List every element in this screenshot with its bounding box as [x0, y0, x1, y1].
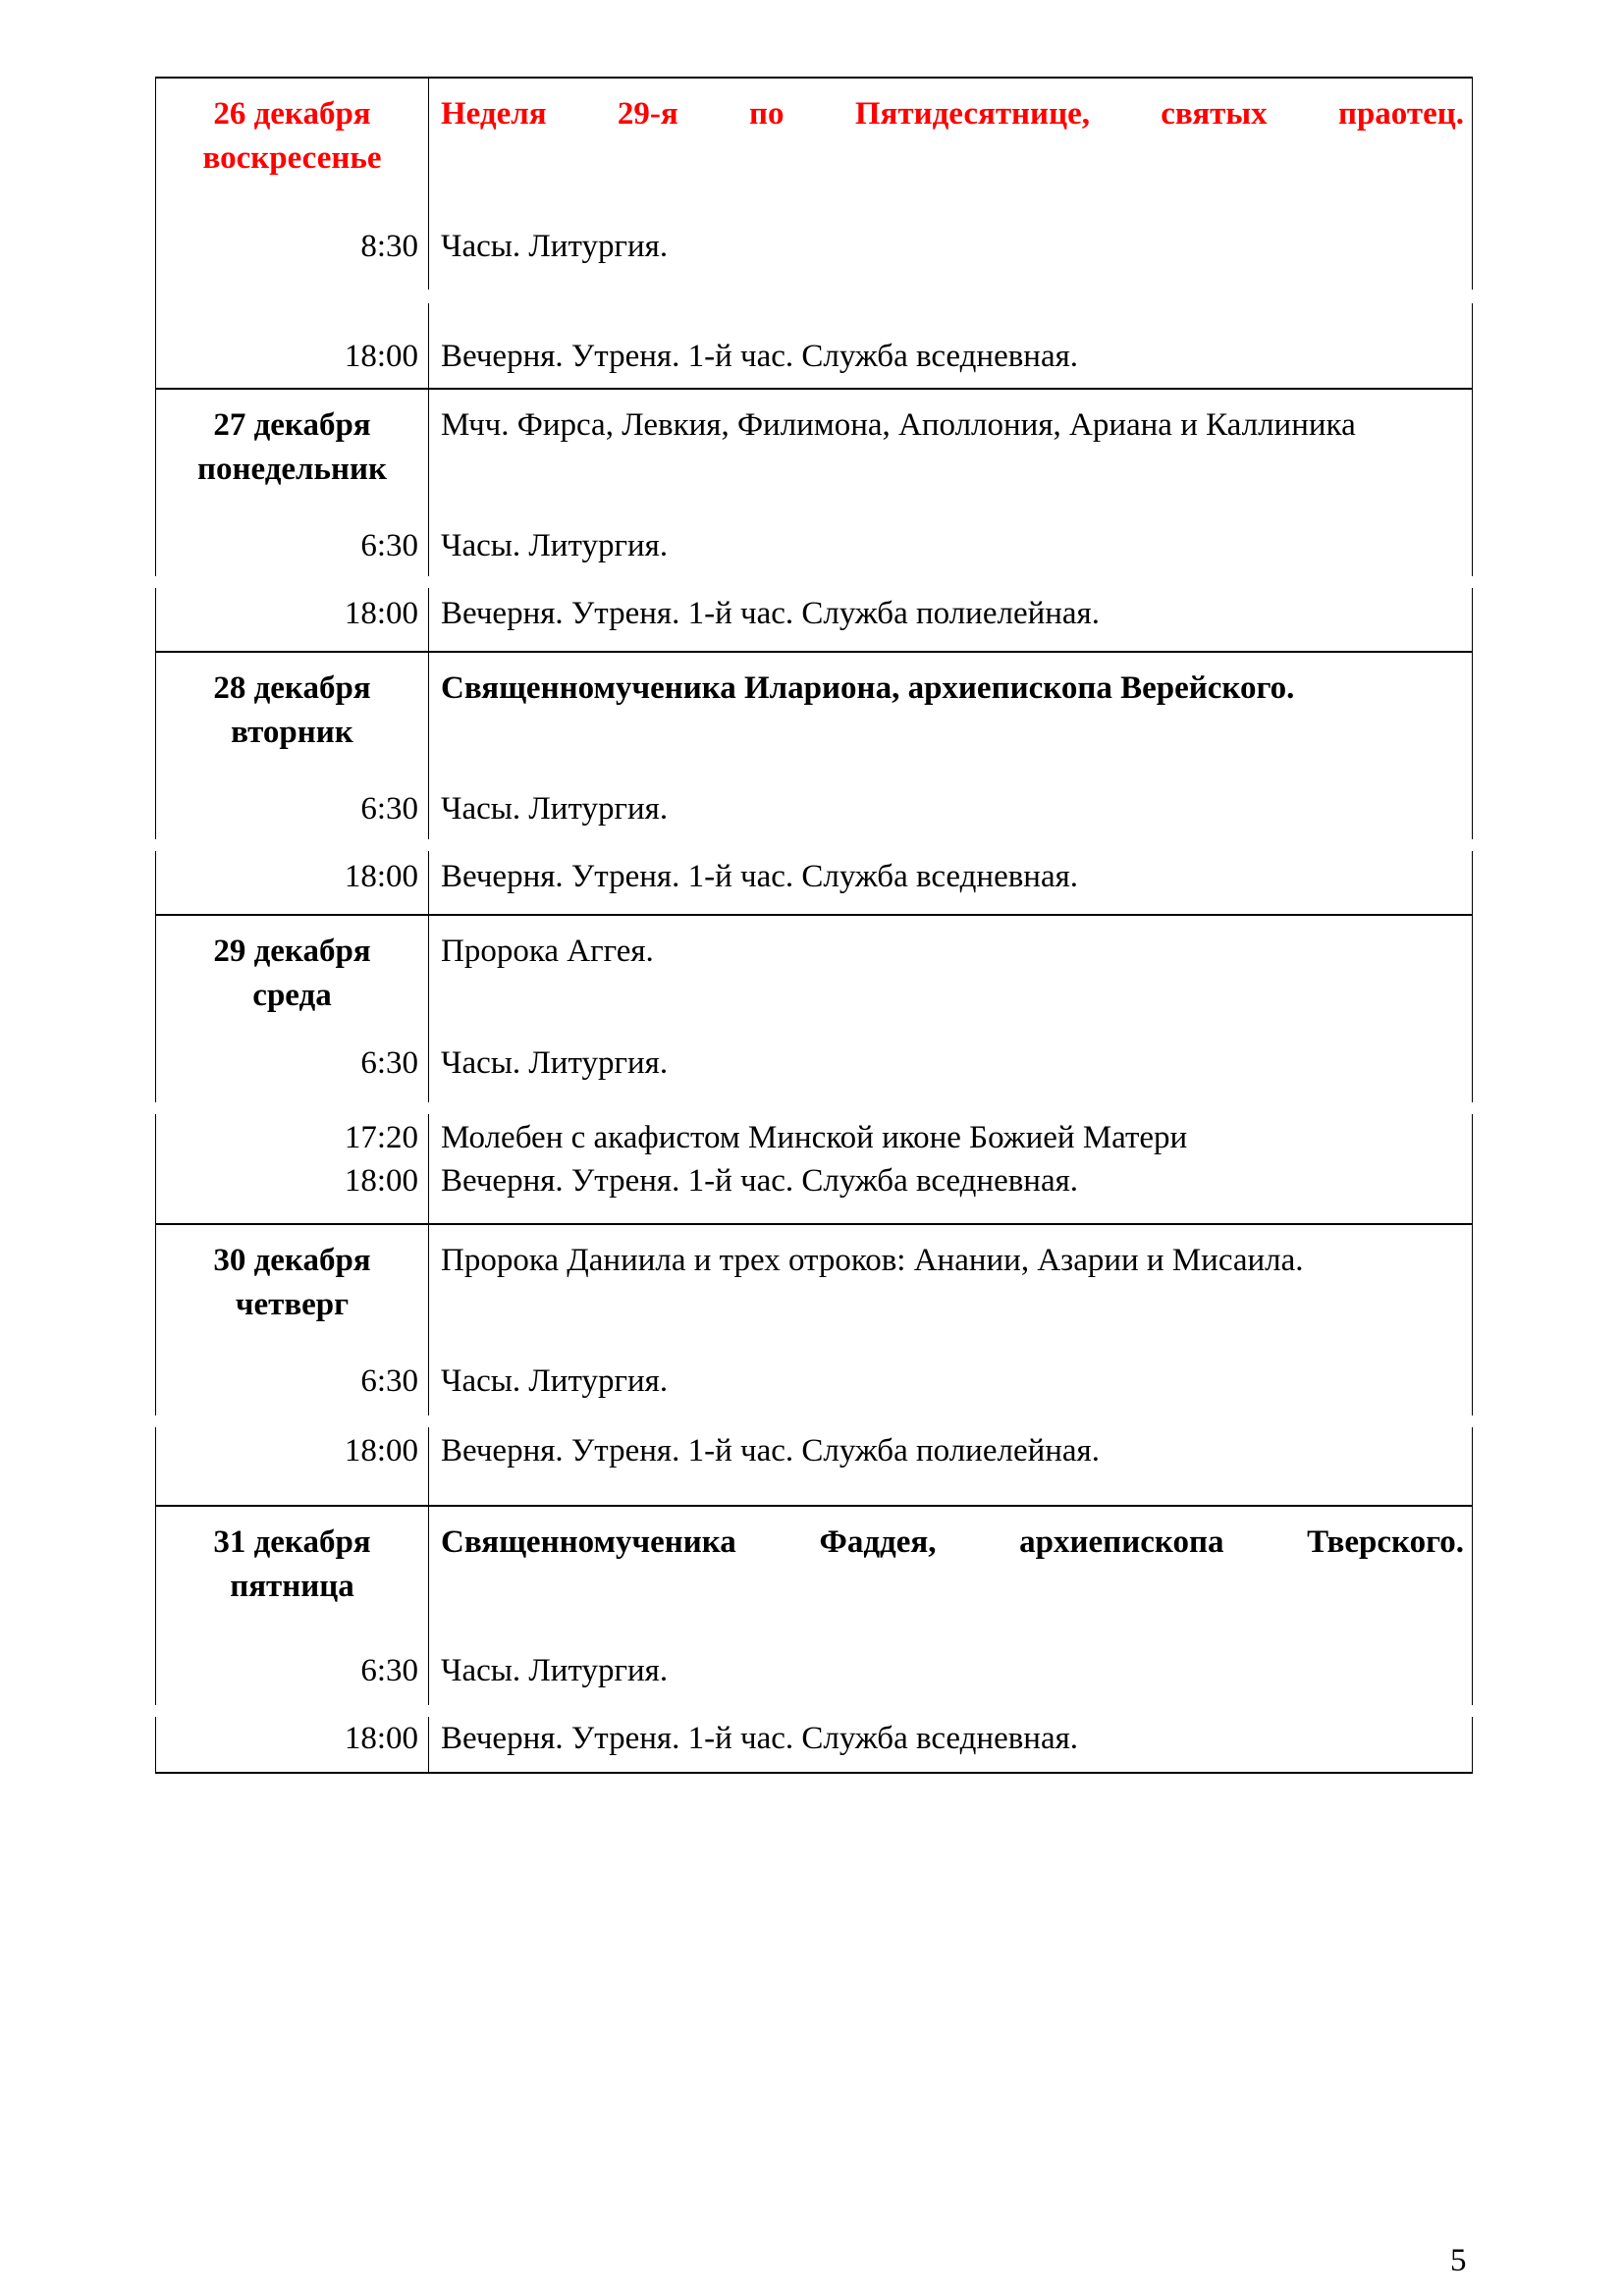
day-date	[156, 1507, 428, 1609]
service-time: 18:00	[344, 1433, 418, 1468]
service-time: 18:00	[344, 339, 418, 374]
weekday-label: вторник	[231, 715, 353, 750]
page-number: 5	[1450, 2243, 1467, 2278]
day-date	[156, 79, 428, 181]
service-time: 6:30	[360, 791, 418, 827]
feast-title: Священномученика Илариона, архиепископа Верейского.	[441, 670, 1295, 706]
service-text: Вечерня. Утреня. 1-й час. Служба вседневная.	[441, 1163, 1079, 1199]
day-row	[155, 77, 1473, 388]
service-time: 18:00	[344, 859, 418, 894]
service-time: 6:30	[360, 1045, 418, 1081]
service-time: 18:00	[344, 596, 418, 631]
service-time: 18:00	[344, 1721, 418, 1756]
service-text: Часы. Литургия.	[441, 229, 669, 264]
schedule-table	[155, 77, 1473, 1774]
date-label: 31 декабря	[213, 1524, 371, 1560]
date-label: 27 декабря	[213, 407, 371, 443]
service-text: Вечерня. Утреня. 1-й час. Служба полиелейная.	[441, 596, 1100, 631]
date-label: 28 декабря	[213, 670, 371, 706]
feast-title: Неделя 29-я по Пятидесятнице, святых праотец.	[441, 96, 1464, 132]
day-date	[156, 916, 428, 1018]
service-time: 18:00	[344, 1163, 418, 1199]
service-time: 6:30	[360, 1363, 418, 1399]
day-row	[155, 1223, 1473, 1505]
feast-title: Мчч. Фирса, Левкия, Филимона, Аполлония, Ариана и Каллиника	[441, 407, 1356, 443]
service-text: Вечерня. Утреня. 1-й час. Служба вседневная.	[441, 859, 1079, 894]
day-row	[155, 388, 1473, 651]
service-text: Вечерня. Утреня. 1-й час. Служба вседневная.	[441, 1721, 1079, 1756]
service-text: Часы. Литургия.	[441, 1363, 669, 1399]
service-time: 6:30	[360, 1653, 418, 1688]
day-date	[156, 653, 428, 755]
service-text: Часы. Литургия.	[441, 1653, 669, 1688]
date-label: 29 декабря	[213, 934, 371, 969]
service-time: 8:30	[360, 229, 418, 264]
feast-title: Пророка Аггея.	[441, 934, 654, 969]
service-text: Молебен с акафистом Минской иконе Божией Матери	[441, 1120, 1188, 1155]
weekday-label: пятница	[230, 1569, 354, 1604]
feast-title: Пророка Даниила и трех отроков: Анании, Азарии и Мисаила.	[441, 1243, 1304, 1278]
service-time: 17:20	[344, 1120, 418, 1155]
feast-title: Священномученика Фаддея, архиепископа Тверского.	[441, 1524, 1464, 1560]
day-row	[155, 1505, 1473, 1774]
day-row	[155, 914, 1473, 1223]
service-text: Вечерня. Утреня. 1-й час. Служба полиелейная.	[441, 1433, 1100, 1468]
weekday-label: понедельник	[196, 452, 388, 487]
date-label: 26 декабря	[213, 96, 371, 132]
weekday-label: среда	[252, 978, 332, 1013]
service-time: 6:30	[360, 528, 418, 563]
day-date	[156, 390, 428, 492]
service-text: Часы. Литургия.	[441, 528, 669, 563]
day-date	[156, 1225, 428, 1327]
weekday-label: четверг	[235, 1287, 350, 1322]
day-row	[155, 651, 1473, 914]
service-text: Часы. Литургия.	[441, 1045, 669, 1081]
weekday-label: воскресенье	[202, 140, 382, 176]
date-label: 30 декабря	[213, 1243, 371, 1278]
service-text: Часы. Литургия.	[441, 791, 669, 827]
service-text: Вечерня. Утреня. 1-й час. Служба вседневная.	[441, 339, 1079, 374]
